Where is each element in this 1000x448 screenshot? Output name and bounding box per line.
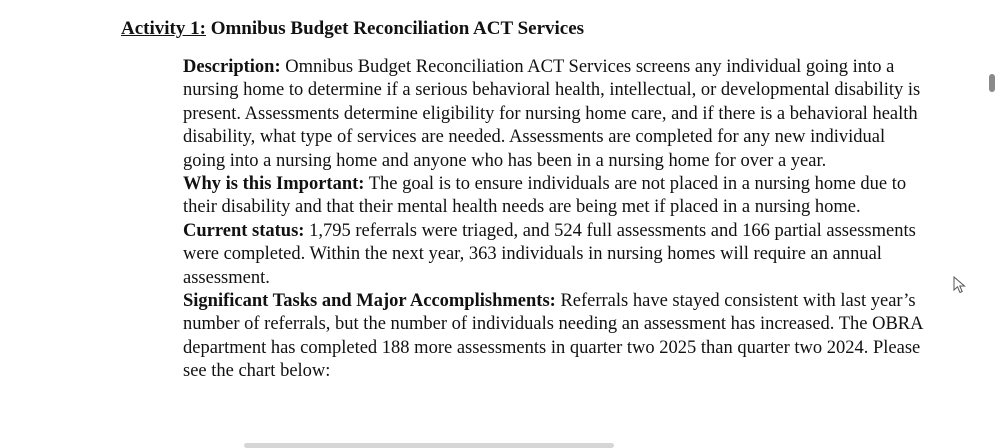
status-paragraph <box>183 220 923 290</box>
status-heading: Current status: <box>183 220 305 241</box>
scrollbar-thumb[interactable] <box>989 74 995 92</box>
importance-heading: Why is this Important: <box>183 174 365 195</box>
activity-body <box>183 56 923 384</box>
accomplishments-paragraph <box>183 290 923 384</box>
accomplishments-text: Referrals have stayed consistent with last year’s number of referrals, but the number of individuals needing an assessment has increased. The OBRA department has completed 188 more assessments in quarter two 2025 than quarter two 2024. Please see the chart below: <box>183 291 923 382</box>
status-text: 1,795 referrals were triaged, and 524 full assessments and 166 partial assessments were completed. Within the next year, 363 individuals in nursing homes will require an annual assessment. <box>183 220 916 288</box>
importance-paragraph <box>183 173 923 220</box>
mouse-pointer-icon <box>953 276 967 294</box>
importance-text: The goal is to ensure individuals are not placed in a nursing home due to their disability and that their mental health needs are being met if placed in a nursing home. <box>183 174 907 218</box>
description-heading: Description: <box>183 57 281 77</box>
description-text: Omnibus Budget Reconciliation ACT Services screens any individual going into a nursing home to determine if a serious behavioral health, intellectual, or developmental disability is present. Assessments determine eligibility for nursing home care, and if there is a behavioral health disability, what type of services are needed. Assessments are completed for any new individual going into a nursing home and anyone who has been in a nursing home for over a year. <box>183 57 921 171</box>
accomplishments-heading: Significant Tasks and Major Accomplishments: <box>183 291 556 312</box>
vertical-scrollbar[interactable] <box>986 0 1000 448</box>
activity-title: Omnibus Budget Reconciliation ACT Services <box>210 18 585 39</box>
horizontal-scrollbar[interactable] <box>244 443 614 448</box>
activity-heading <box>121 17 584 41</box>
description-paragraph <box>183 56 923 173</box>
activity-label: Activity 1: <box>121 18 206 39</box>
